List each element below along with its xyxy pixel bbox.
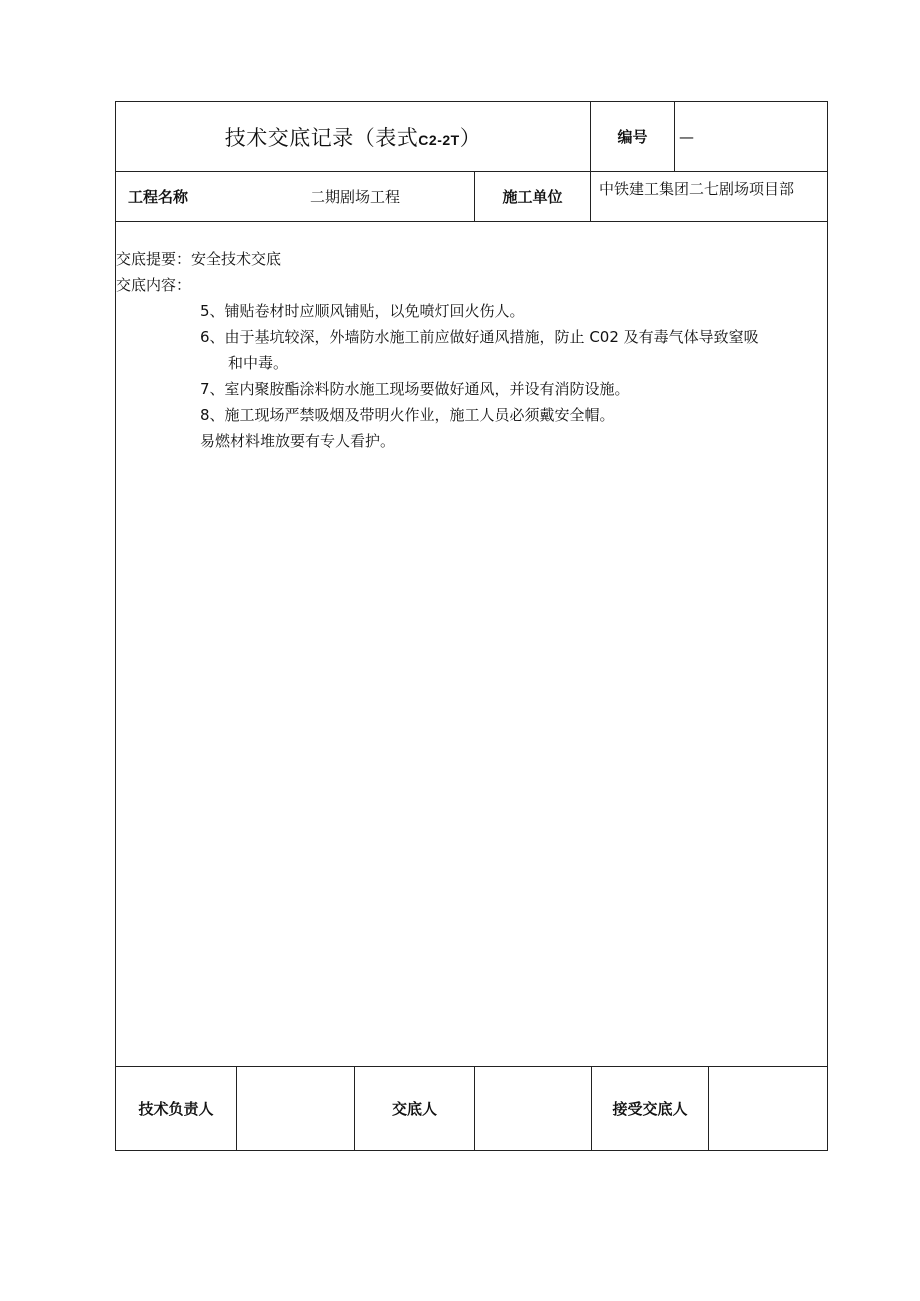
content-item: 6、由于基坑较深，外墙防水施工前应做好通风措施，防止 C02 及有毒气体导致窒吸 xyxy=(200,328,759,346)
tech-briefing-form xyxy=(115,101,828,1151)
briefing-content-label: 交底内容： xyxy=(116,276,192,294)
title-row xyxy=(116,102,827,172)
content-item: 易燃材料堆放要有专人看护。 xyxy=(200,432,396,450)
project-name-label: 工程名称 xyxy=(128,188,189,206)
number-label-cell xyxy=(590,102,674,171)
construction-unit-label: 施工单位 xyxy=(502,188,563,206)
briefing-summary: 交底提要：安全技术交底 xyxy=(116,250,282,268)
content-item: 和中毒。 xyxy=(228,354,289,372)
construction-unit-value-cell[interactable] xyxy=(590,172,827,221)
number-value-cell[interactable] xyxy=(674,102,827,171)
project-row xyxy=(116,172,827,222)
project-name-value-cell[interactable] xyxy=(236,172,474,221)
tech-lead-label: 技术负责人 xyxy=(138,1100,214,1118)
content-item: 7、室内聚胺酯涂料防水施工现场要做好通风，并设有消防设施。 xyxy=(200,380,630,398)
content-item: 8、施工现场严禁吸烟及带明火作业，施工人员必须戴安全帽。 xyxy=(200,406,615,424)
number-label: 编号 xyxy=(617,128,648,146)
receiver-signature-cell[interactable] xyxy=(708,1067,827,1150)
signature-row xyxy=(116,1067,827,1150)
construction-unit-label-cell xyxy=(474,172,590,221)
number-value: — xyxy=(679,127,694,146)
briefing-content[interactable] xyxy=(116,246,827,454)
construction-unit-value: 中铁建工集团二七剧场项目部 xyxy=(599,180,795,198)
receiver-label: 接受交底人 xyxy=(612,1100,688,1118)
briefer-signature-cell[interactable] xyxy=(474,1067,591,1150)
briefer-label-cell xyxy=(354,1067,474,1150)
project-name-value: 二期剧场工程 xyxy=(309,188,400,206)
form-title: 技术交底记录（表式C2-2T） xyxy=(224,125,482,150)
project-name-label-cell xyxy=(116,172,236,221)
receiver-label-cell xyxy=(591,1067,708,1150)
tech-lead-label-cell xyxy=(116,1067,236,1150)
content-item: 5、铺贴卷材时应顺风铺贴，以免喷灯回火伤人。 xyxy=(200,302,525,320)
tech-lead-signature-cell[interactable] xyxy=(236,1067,354,1150)
title-cell xyxy=(116,102,590,171)
form-code: C2-2T xyxy=(418,131,460,148)
briefer-label: 交底人 xyxy=(391,1100,437,1118)
content-row xyxy=(116,222,827,1067)
